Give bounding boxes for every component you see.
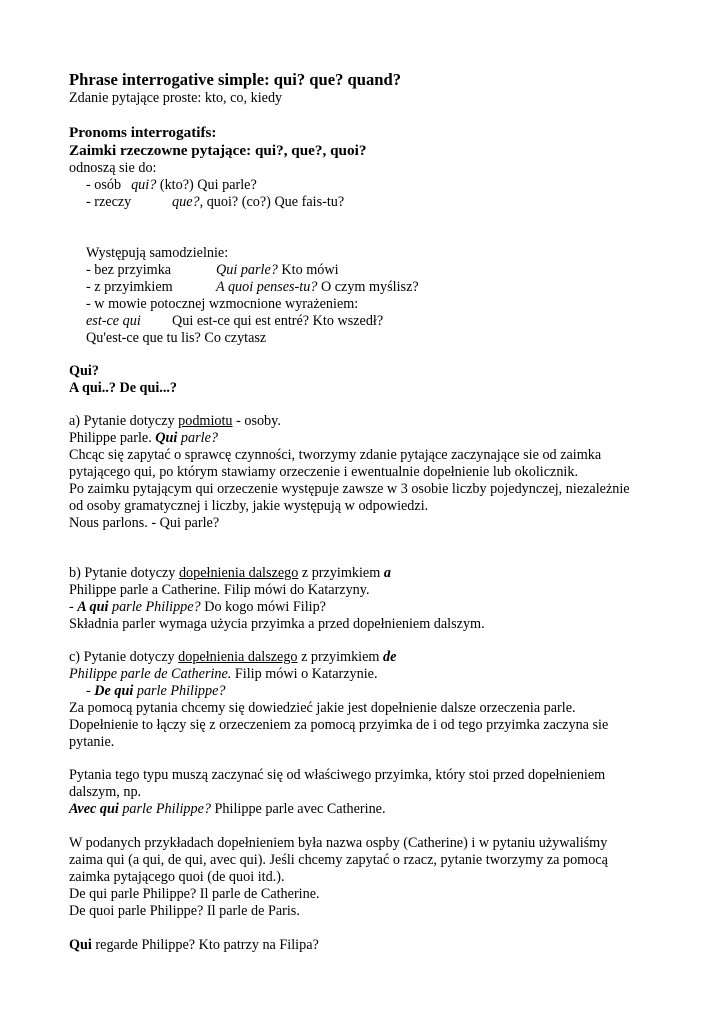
rzeczy-label: - rzeczy [86, 194, 132, 210]
odnosza-text: odnoszą sie do: [69, 160, 157, 176]
estce-line [86, 313, 383, 330]
filip-mowi-translation: Filip mówi o Katarzynie. [231, 666, 378, 682]
dash-c: - [86, 683, 95, 699]
avec-catherine-answer: Philippe parle avec Catherine. [211, 801, 386, 817]
section-a-prefix: a) Pytanie dotyczy [69, 413, 179, 429]
dopelnienia-underlined-c: dopełnienia dalszego [178, 649, 298, 665]
wystepuja-text: Występują samodzielnie: [86, 245, 229, 261]
section-a-line2 [69, 430, 218, 447]
final-line [69, 937, 319, 954]
qui-final-bold: Qui [69, 937, 92, 953]
osob-label: - osób [86, 177, 122, 193]
dash: - [69, 599, 78, 615]
estce-label: est-ce qui [86, 313, 141, 329]
section-a-line6: od osoby gramatycznej i liczby, jakie występują w odpowiedzi. [69, 498, 429, 514]
section-c-line4: Za pomocą pytania chcemy się dowiedzieć jakie jest dopełnienie dalsze orzeczenia parle. [69, 700, 576, 716]
section-a-line3: Chcąc się zapytać o sprawcę czynności, tworzymy zdanie pytające zaczynające sie od zaimka [69, 447, 602, 463]
z-example: A quoi penses-tu? [216, 279, 318, 295]
page-title: Phrase interrogative simple: qui? que? quand? [69, 70, 402, 89]
section-c-line2 [69, 666, 378, 683]
section-b-line1 [69, 565, 391, 582]
podanych-line5: De quoi parle Philippe? Il parle de Paris. [69, 903, 300, 919]
aqui-dequi-heading: A qui..? De qui...? [69, 380, 178, 396]
bez-label: - bez przyimka [86, 262, 172, 278]
section-c-line3 [86, 683, 226, 700]
pronoms-heading: Pronoms interrogatifs: [69, 124, 217, 141]
bez-przyimka-line [86, 262, 339, 279]
parle-italic: parle? [177, 430, 218, 446]
bez-example: Qui parle? [216, 262, 278, 278]
section-b-line4: Składnia parler wymaga użycia przyimka a przed dopełnieniem dalszym. [69, 616, 485, 632]
parle-philippe-italic: parle Philippe? [108, 599, 201, 615]
section-b-line2: Philippe parle a Catherine. Filip mówi do Katarzyny. [69, 582, 370, 598]
section-c-mid: z przyimkiem [297, 649, 384, 665]
de-bold: de [383, 649, 397, 665]
section-a-suffix: - osoby. [232, 413, 281, 429]
podanych-line4: De qui parle Philippe? Il parle de Catherine. [69, 886, 320, 902]
podanych-line2: zaima qui (a qui, de qui, avec qui). Jeśli chcemy zapytać o rzacz, pytanie tworzymy za pomocą [69, 852, 608, 868]
section-b-mid: z przyimkiem [298, 565, 384, 581]
section-c-prefix: c) Pytanie dotyczy [69, 649, 179, 665]
page-subtitle: Zdanie pytające proste: kto, co, kiedy [69, 90, 283, 106]
rzeczy-que: que?, [172, 194, 204, 210]
rzeczy-line [86, 194, 344, 211]
z-label: - z przyimkiem [86, 279, 173, 295]
do-kogo-translation: Do kogo mówi Filip? [200, 599, 326, 615]
podmiotu-underlined: podmiotu [178, 413, 233, 429]
podanych-line1: W podanych przykładach dopełnieniem była nazwa ospby (Catherine) i w pytaniu używaliśmy [69, 835, 608, 851]
podanych-line3: zaimka pytającego quoi (de quoi itd.). [69, 869, 285, 885]
aqui-bold: A qui [77, 599, 109, 615]
a-bold: a [383, 565, 391, 581]
zaimki-heading: Zaimki rzeczowne pytające: qui?, que?, quoi? [69, 142, 367, 159]
parle-philippe-italic-c: parle Philippe? [133, 683, 226, 699]
questce-line: Qu'est-ce que tu lis? Co czytasz [86, 330, 267, 346]
osob-qui: qui? [131, 177, 157, 193]
rzeczy-example: quoi? (co?) Que fais-tu? [203, 194, 345, 210]
section-a-line5: Po zaimku pytającym qui orzeczenie występuje zawsze w 3 osobie liczby pojedynczej, niezależnie [69, 481, 630, 497]
bez-translation: Kto mówi [277, 262, 339, 278]
dequi-bold: De qui [94, 683, 134, 699]
section-b-line3 [69, 599, 326, 616]
section-a-line7: Nous parlons. - Qui parle? [69, 515, 220, 531]
qui-heading: Qui? [69, 363, 99, 379]
pytania-line2: dalszym, np. [69, 784, 142, 800]
qui-bold: Qui [155, 430, 178, 446]
dopelnienia-underlined: dopełnienia dalszego [178, 565, 299, 581]
mowa-line: - w mowie potocznej wzmocnione wyrażeniem: [86, 296, 359, 312]
pytania-line3 [69, 801, 386, 818]
section-c-line6: pytanie. [69, 734, 115, 750]
section-b-prefix: b) Pytanie dotyczy [69, 565, 179, 581]
parle-philippe-italic-p: parle Philippe? [118, 801, 211, 817]
osob-line [86, 177, 257, 194]
avecqui-bold: Avec qui [69, 801, 119, 817]
z-translation: O czym myślisz? [317, 279, 419, 295]
section-c-line1 [69, 649, 396, 666]
estce-example: Qui est-ce qui est entré? Kto wszedł? [172, 313, 384, 329]
philippe-parle: Philippe parle. [69, 430, 156, 446]
section-a-line1 [69, 413, 281, 430]
section-a-line4: pytającego qui, po którym stawiamy orzeczenie i ewentualnie dopełnienie lub okolicznik. [69, 464, 579, 480]
pytania-line1: Pytania tego typu muszą zaczynać się od właściwego przyimka, który stoi przed dopełnieniem [69, 767, 606, 783]
regarde-text: regarde Philippe? Kto patrzy na Filipa? [91, 937, 319, 953]
z-przyimkiem-line [86, 279, 419, 296]
osob-example: (kto?) Qui parle? [156, 177, 257, 193]
section-c-line5: Dopełnienie to łączy się z orzeczeniem za pomocą przyimka de i od tego przyimka zaczyna sie [69, 717, 609, 733]
philippe-parle-de-italic: Philippe parle de Catherine. [69, 666, 232, 682]
